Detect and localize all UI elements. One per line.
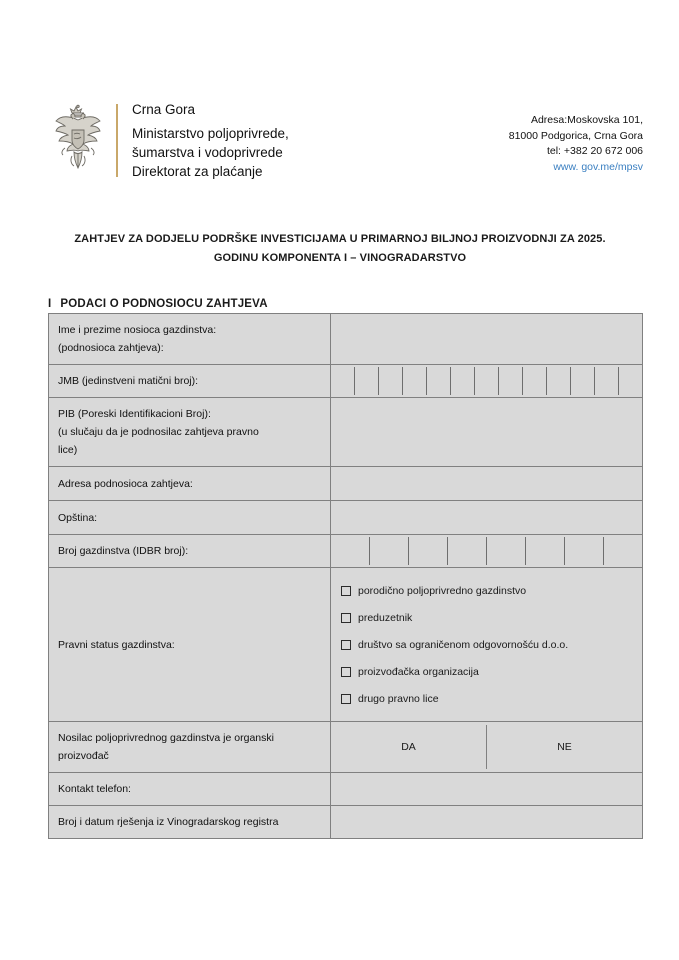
- row-label-line-3: lice): [58, 444, 78, 456]
- table-row: [49, 501, 643, 535]
- table-row: [49, 773, 643, 806]
- checkbox-icon[interactable]: [341, 667, 351, 677]
- table-row: [49, 467, 643, 501]
- checkbox-option-producer-organization[interactable]: [341, 658, 642, 685]
- jmb-segment[interactable]: [331, 367, 355, 395]
- table-row: [49, 806, 643, 839]
- jmb-segment-group: [331, 367, 642, 395]
- row-label-line-1: Broj i datum rješenja iz Vinogradarskog registra: [58, 816, 279, 828]
- ministry-line-1: Ministarstvo poljoprivrede,: [132, 126, 289, 141]
- letterhead-divider: [116, 104, 118, 177]
- input-contact-phone[interactable]: [331, 773, 643, 806]
- input-pib[interactable]: [331, 398, 643, 467]
- row-label-vineyard-register: [49, 806, 331, 839]
- row-label-line-1: Opština:: [58, 511, 98, 524]
- input-jmb-segments[interactable]: [331, 365, 643, 398]
- checkbox-option-llc[interactable]: [341, 631, 642, 658]
- page-title-line-2: GODINU KOMPONENTA I – VINOGRADARSTVO: [213, 252, 467, 264]
- table-row: [49, 365, 643, 398]
- checkbox-icon[interactable]: [341, 640, 351, 650]
- checkbox-option-entrepreneur[interactable]: [341, 604, 642, 631]
- checkbox-label: društvo sa ograničenom odgovornošću d.o.o.: [358, 638, 569, 651]
- address-block: [509, 113, 643, 175]
- address-city: 81000 Podgorica, Crna Gora: [508, 129, 643, 142]
- jmb-segment[interactable]: [571, 367, 595, 395]
- idbr-segment[interactable]: [448, 537, 487, 565]
- input-vineyard-register[interactable]: [331, 806, 643, 839]
- table-row: [49, 535, 643, 568]
- country-name: Crna Gora: [132, 102, 196, 117]
- row-label-full-name: [49, 314, 331, 365]
- ministry-line-3: Direktorat za plaćanje: [132, 164, 263, 179]
- checkbox-option-other-legal-entity[interactable]: [341, 685, 642, 712]
- row-label-line-2: proizvođač: [58, 750, 109, 762]
- row-label-line-2: (podnosioca zahtjeva):: [58, 342, 164, 354]
- input-idbr-segments[interactable]: [331, 535, 643, 568]
- checkbox-list: [331, 568, 642, 721]
- checkbox-icon[interactable]: [341, 694, 351, 704]
- jmb-segment[interactable]: [379, 367, 403, 395]
- row-label-municipality: [49, 501, 331, 535]
- organic-producer-choice: [331, 722, 643, 773]
- row-label-line-1: Pravni status gazdinstva:: [58, 638, 175, 651]
- row-label-contact-phone: [49, 773, 331, 806]
- idbr-segment[interactable]: [370, 537, 409, 565]
- row-label-line-2: (u slučaju da je podnosilac zahtjeva pravno: [58, 426, 259, 438]
- row-label-line-1: Adresa podnosioca zahtjeva:: [58, 477, 193, 490]
- montenegro-coat-of-arms-icon: [52, 102, 104, 174]
- input-address[interactable]: [331, 467, 643, 501]
- table-row: [49, 568, 643, 722]
- jmb-segment[interactable]: [523, 367, 547, 395]
- jmb-segment[interactable]: [547, 367, 571, 395]
- idbr-segment[interactable]: [565, 537, 604, 565]
- letterhead-text: [132, 100, 289, 181]
- row-label-line-1: Ime i prezime nosioca gazdinstva:: [58, 324, 217, 336]
- table-row: [49, 314, 643, 365]
- section-heading: [48, 298, 268, 310]
- page-title-line-1: ZAHTJEV ZA DODJELU PODRŠKE INVESTICIJAMA U PRIMARNOJ BILJNOJ PROIZVODNJI ZA 2025.: [74, 233, 606, 245]
- jmb-segment[interactable]: [451, 367, 475, 395]
- option-yes[interactable]: DA: [331, 725, 487, 769]
- page-title: [60, 230, 620, 268]
- checkbox-icon[interactable]: [341, 586, 351, 596]
- row-label-organic-producer: [49, 722, 331, 773]
- row-label-line-1: JMB (jedinstveni matični broj):: [58, 375, 199, 387]
- row-label-address: [49, 467, 331, 501]
- idbr-segment[interactable]: [604, 537, 642, 565]
- input-municipality[interactable]: [331, 501, 643, 535]
- option-no[interactable]: NE: [557, 741, 572, 753]
- checkbox-label: preduzetnik: [358, 611, 413, 624]
- page-header: [0, 0, 679, 200]
- website-link[interactable]: www. gov.me/mpsv: [553, 160, 643, 173]
- checkbox-option-family-farm[interactable]: [341, 577, 642, 604]
- checkbox-icon[interactable]: [341, 613, 351, 623]
- jmb-segment[interactable]: [403, 367, 427, 395]
- yes-no-group: [331, 725, 642, 769]
- table-row: [49, 398, 643, 467]
- idbr-segment[interactable]: [526, 537, 565, 565]
- checkbox-label: proizvođačka organizacija: [358, 665, 479, 678]
- address-phone: tel: +382 20 672 006: [546, 145, 643, 157]
- jmb-segment[interactable]: [499, 367, 523, 395]
- section-heading-label: PODACI O PODNOSIOCU ZAHTJEVA: [60, 298, 268, 310]
- row-label-idbr: [49, 535, 331, 568]
- row-label-jmb: [49, 365, 331, 398]
- jmb-segment[interactable]: [619, 367, 642, 395]
- row-label-line-1: PIB (Poreski Identifikacioni Broj):: [58, 408, 211, 420]
- input-full-name[interactable]: [331, 314, 643, 365]
- idbr-segment[interactable]: [409, 537, 448, 565]
- jmb-segment[interactable]: [355, 367, 379, 395]
- row-label-pib: [49, 398, 331, 467]
- legal-status-options: [331, 568, 643, 722]
- row-label-line-1: Kontakt telefon:: [58, 783, 131, 795]
- ministry-line-2: šumarstva i vodoprivrede: [132, 145, 283, 160]
- section-numeral: I: [48, 298, 52, 310]
- address-street: Adresa:Moskovska 101,: [530, 114, 643, 126]
- idbr-segment[interactable]: [487, 537, 526, 565]
- table-row: [49, 722, 643, 773]
- jmb-segment[interactable]: [595, 367, 619, 395]
- jmb-segment[interactable]: [427, 367, 451, 395]
- row-label-line-1: Broj gazdinstva (IDBR broj):: [58, 545, 189, 557]
- jmb-segment[interactable]: [475, 367, 499, 395]
- row-label-legal-status: [49, 568, 331, 722]
- letterhead: [52, 100, 289, 181]
- checkbox-label: porodično poljoprivredno gazdinstvo: [358, 584, 527, 597]
- idbr-segment-group: [331, 537, 642, 565]
- idbr-segment[interactable]: [331, 537, 370, 565]
- checkbox-label: drugo pravno lice: [358, 692, 439, 705]
- applicant-data-table: [48, 313, 643, 839]
- row-label-line-1: Nosilac poljoprivrednog gazdinstva je organski: [58, 732, 274, 744]
